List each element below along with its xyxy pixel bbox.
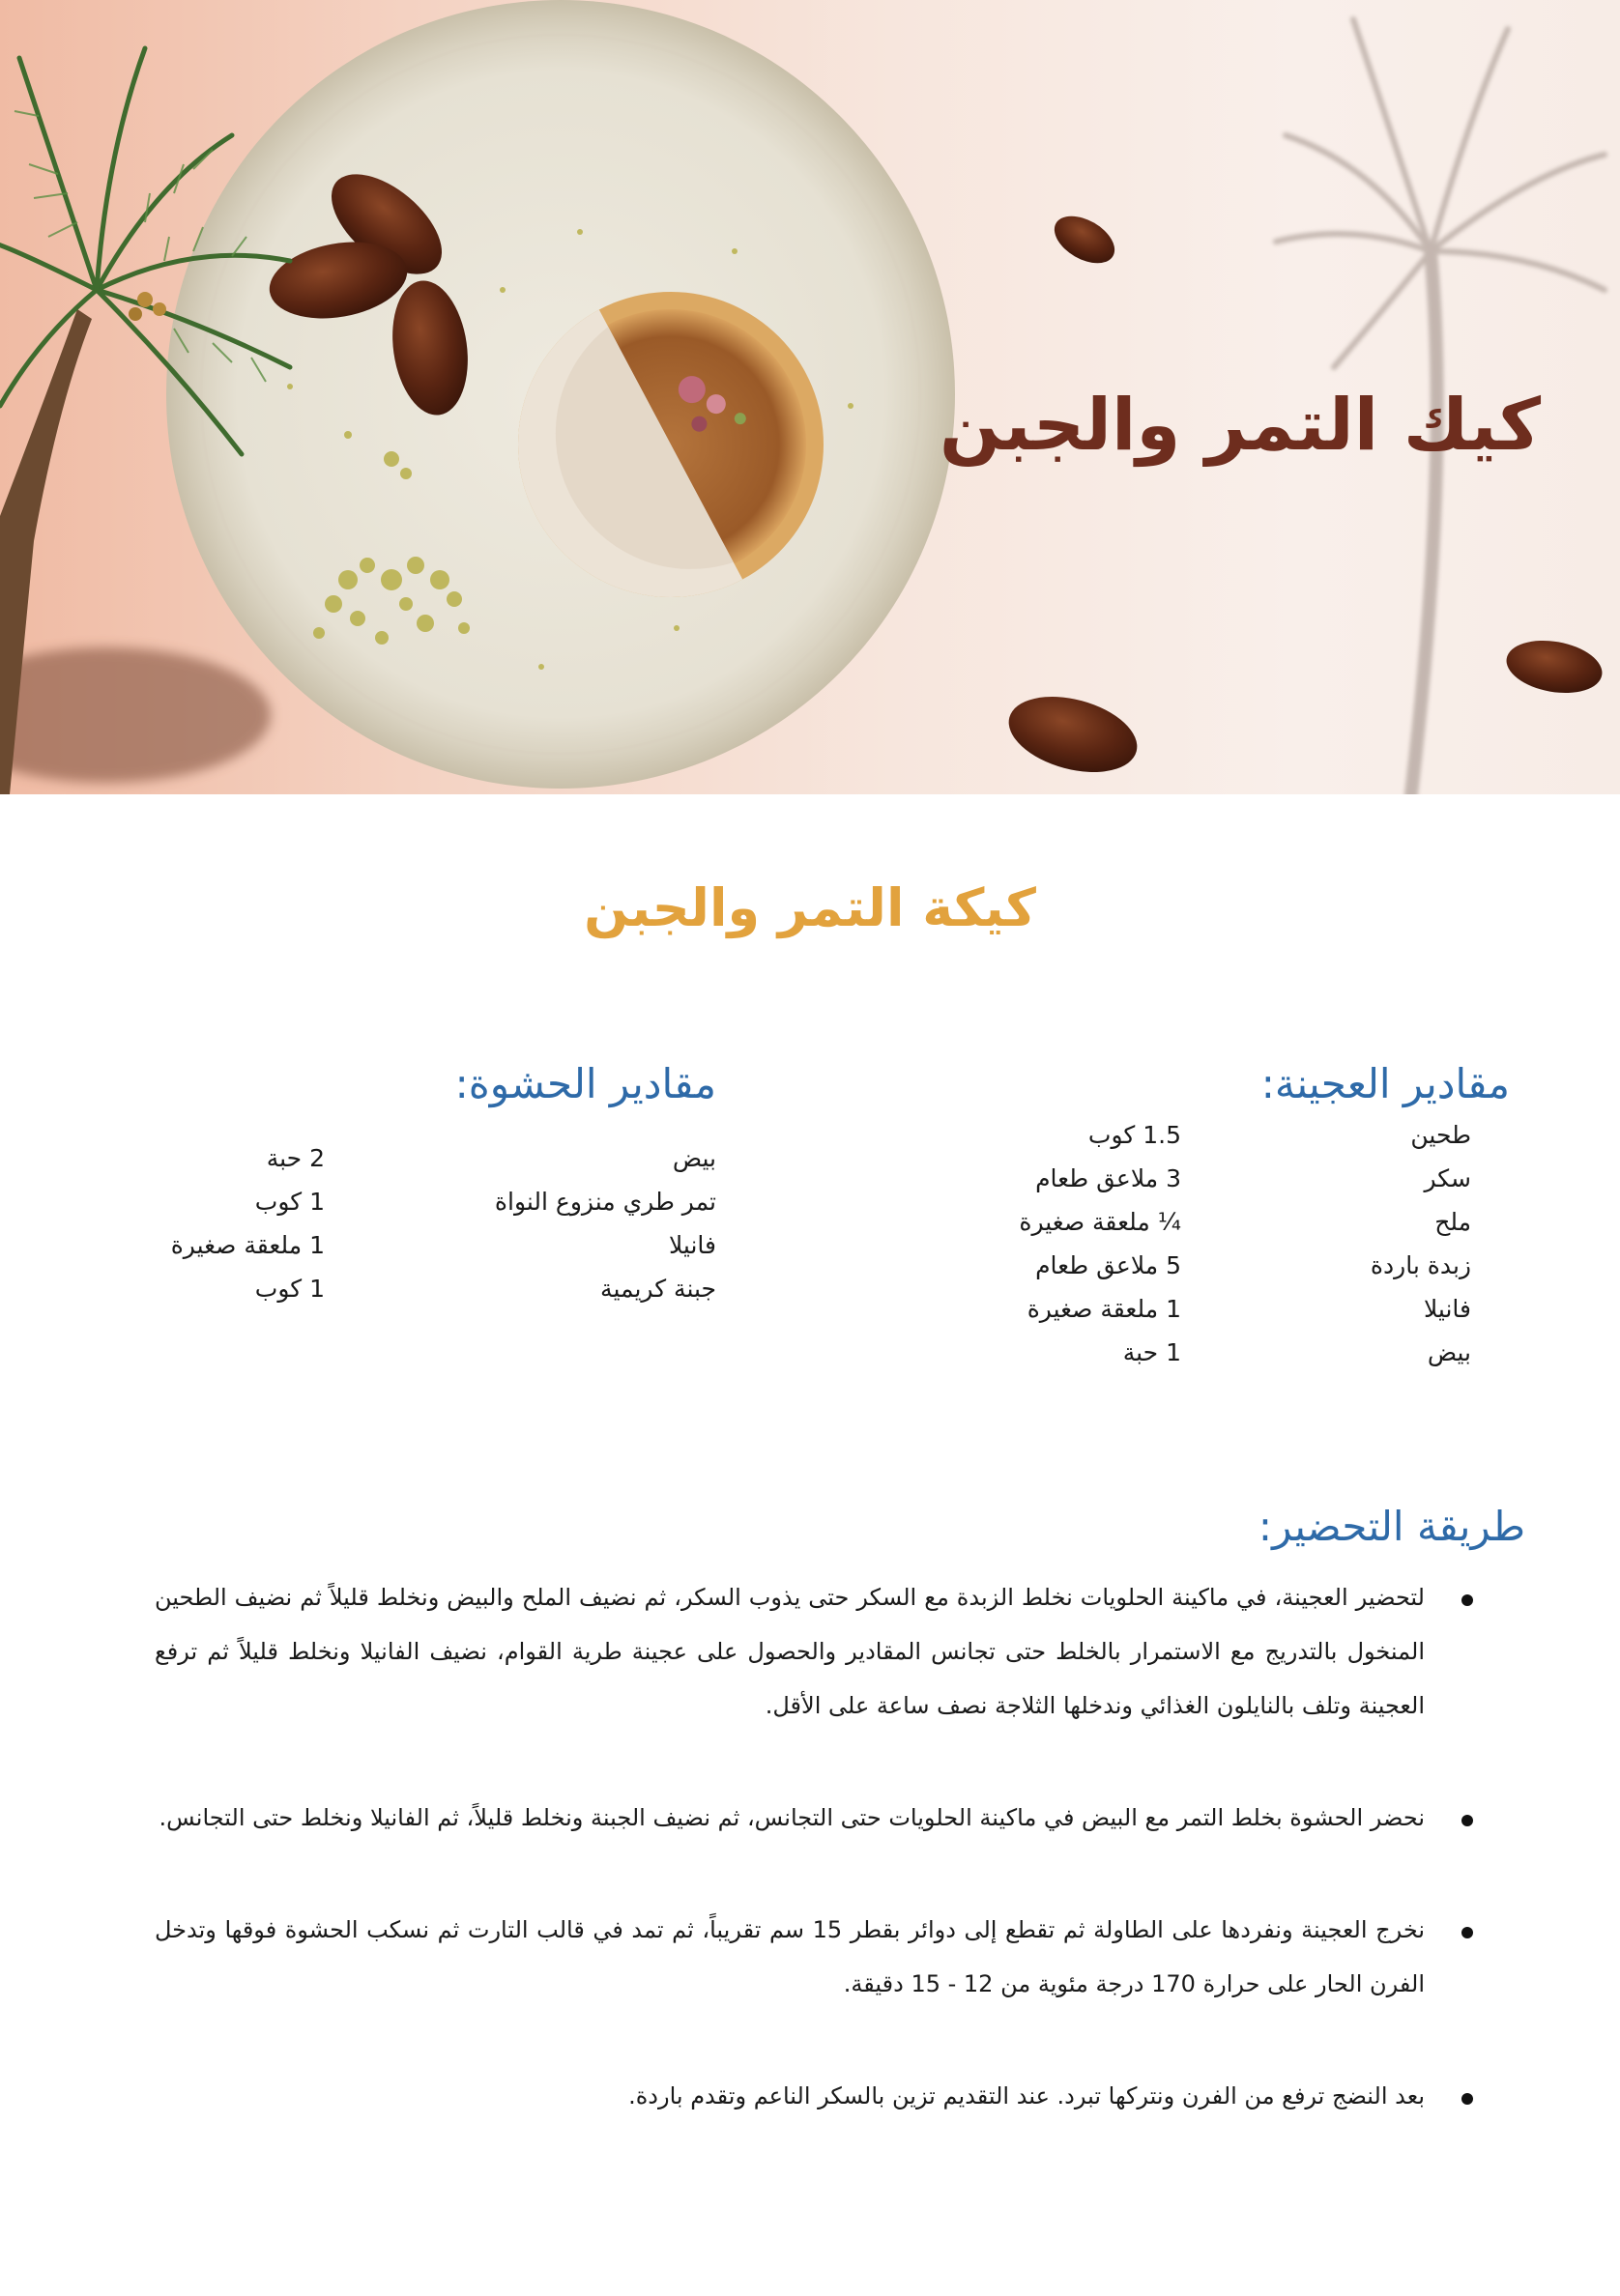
ingredient-quantity: 2 حبة xyxy=(266,1144,325,1172)
step-text: بعد النضج ترفع من الفرن ونتركها تبرد. عند التقديم تزين بالسكر الناعم وتقدم باردة. xyxy=(628,2082,1425,2109)
hero-title: كيك التمر والجبن xyxy=(940,384,1541,467)
ingredient-row xyxy=(930,1164,1471,1208)
ingredient-quantity: 1.5 كوب xyxy=(1087,1121,1181,1149)
ingredient-name: ملح xyxy=(1434,1208,1471,1236)
filling-ingredients-list xyxy=(136,1144,716,1318)
ingredient-row xyxy=(136,1188,716,1231)
ingredient-name: جبنة كريمية xyxy=(600,1275,716,1303)
dough-ingredients-list xyxy=(930,1121,1471,1382)
hero-banner xyxy=(0,0,1620,794)
ingredient-quantity: 1 حبة xyxy=(1122,1338,1181,1366)
ingredient-row xyxy=(136,1275,716,1318)
ingredient-quantity: 5 ملاعق طعام xyxy=(1035,1251,1181,1279)
ingredient-name: سكر xyxy=(1424,1164,1471,1192)
ingredient-row xyxy=(930,1208,1471,1251)
ingredient-row xyxy=(930,1295,1471,1338)
ingredient-quantity: 1 كوب xyxy=(254,1275,325,1303)
ingredient-row xyxy=(930,1338,1471,1382)
ingredient-row xyxy=(930,1121,1471,1164)
step-text: نحضر الحشوة بخلط التمر مع البيض في ماكينة الحلويات حتى التجانس، ثم نضيف الجبنة ونخلط قليلاً، ثم الفانيلا ونخلط حتى التجانس. xyxy=(159,1804,1425,1831)
method-step xyxy=(155,1791,1481,1845)
method-steps xyxy=(155,1570,1481,2181)
ingredient-quantity: 3 ملاعق طعام xyxy=(1035,1164,1181,1192)
ingredient-quantity: 1 ملعقة صغيرة xyxy=(1027,1295,1181,1323)
ingredient-quantity: 1 ملعقة صغيرة xyxy=(170,1231,325,1259)
ingredient-name: بيض xyxy=(1427,1338,1471,1366)
method-step xyxy=(155,2069,1481,2123)
ingredient-row xyxy=(930,1251,1471,1295)
ingredient-row xyxy=(136,1144,716,1188)
ingredient-name: تمر طري منزوع النواة xyxy=(494,1188,716,1216)
ingredient-name: فانيلا xyxy=(669,1231,716,1259)
blurred-foliage-decoration xyxy=(0,647,271,783)
bullet-icon xyxy=(1461,1594,1473,1606)
bullet-icon xyxy=(1461,1927,1473,1938)
bullet-icon xyxy=(1461,2093,1473,2105)
dough-ingredients-heading: مقادير العجينة: xyxy=(1260,1060,1510,1107)
method-heading: طريقة التحضير: xyxy=(1258,1503,1525,1550)
filling-ingredients-heading: مقادير الحشوة: xyxy=(454,1060,716,1107)
bullet-icon xyxy=(1461,1815,1473,1826)
ingredient-row xyxy=(136,1231,716,1275)
step-text: نخرج العجينة ونفردها على الطاولة ثم تقطع إلى دوائر بقطر 15 سم تقريباً، ثم تمد في قالب التارت ثم نسكب الحشوة فوقها وتدخل الفرن الحار على حرارة 170 درجة مئوية من 12 - 15 دقيقة. xyxy=(155,1916,1425,1997)
ingredient-name: زبدة باردة xyxy=(1370,1251,1471,1279)
method-step xyxy=(155,1903,1481,2011)
floating-dates xyxy=(1000,207,1606,786)
method-step xyxy=(155,1570,1481,1733)
ingredient-quantity: ¼ ملعقة صغيرة xyxy=(1019,1208,1181,1236)
ingredient-name: بيض xyxy=(672,1144,716,1172)
recipe-title: كيكة التمر والجبن xyxy=(584,877,1036,938)
ingredient-name: فانيلا xyxy=(1424,1295,1471,1323)
step-text: لتحضير العجينة، في ماكينة الحلويات نخلط الزبدة مع السكر حتى يذوب السكر، ثم نضيف الملح والبيض ونخلط قليلاً ثم نضيف الطحين المنخول بالتدريج مع الاستمرار بالخلط حتى تجانس المقادير والحصول على عجينة طرية القوام، نضيف الفانيلا ونخلط قليلاً ثم ترفع العجينة وتلف بالنايلون الغذائي وندخلها الثلاجة نصف ساعة على الأقل. xyxy=(155,1584,1425,1719)
ingredient-quantity: 1 كوب xyxy=(254,1188,325,1216)
ingredient-name: طحين xyxy=(1410,1121,1471,1149)
